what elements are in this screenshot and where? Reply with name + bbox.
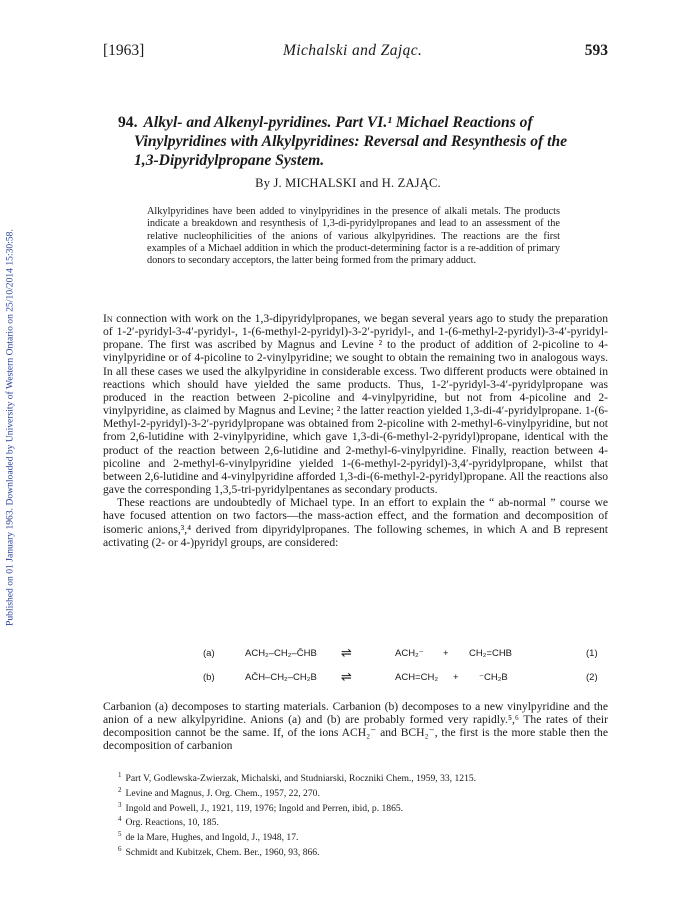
body-text (103, 312, 608, 549)
footnote: $^3$ Ingold and Powell, J., 1921, 119, 1976; Ingold and Perren, ibid, p. 1865. (118, 800, 404, 814)
footnote: $^2$ Levine and Magnus, J. Org. Chem., 1957, 22, 270. (118, 785, 320, 799)
body-text-continued (103, 700, 608, 753)
paragraph-3: Carbanion (a) decomposes to starting materials. Carbanion (b) decomposes to a new vinylpyridine and the anion of a new alkylpyridine. Anions (a) and (b) are probably formed very rapidly.⁵,⁶ The rates of their decomposition cannot be the same. If, of the ions ACH₂⁻ and BCH₂⁻, the first is the more stable then the decomposition of carbanion (103, 700, 608, 753)
abstract: Alkylpyridines have been added to vinylpyridines in the presence of alkali metals. The products indicate a breakdown and resynthesis of 1,3-di-pyridylpropanes and lead to an assessment of the relative nucleophilicities of the anions of various alkylpyridines. The reactions are the first examples of a Michael addition in which the product-determining factor is a re-addition of primary donors to secondary acceptors, the latter being formed from the primary adduct. (147, 206, 560, 267)
scheme-a-reactant: ACH₂–CH₂–C̄HB (245, 648, 317, 659)
header-authors: Michalski and Zając. (283, 42, 423, 59)
scheme-a-product-2: CH₂=CHB (469, 648, 513, 659)
scheme-b-reactant: AC̄H–CH₂–CH₂B (245, 672, 317, 683)
scheme-b-label: (b) (203, 672, 215, 683)
scheme-a-equation-number: (1) (586, 648, 598, 659)
scheme-b-equation-number: (2) (586, 672, 598, 683)
scheme-b-equilibrium-arrow: ⇌ (341, 669, 352, 684)
article-title (118, 113, 610, 170)
scheme-a-label: (a) (203, 648, 215, 659)
paragraph-2: These reactions are undoubtedly of Michael type. In an effort to explain the “ ab-normal ” course we have focused attention on two factors—the mass-action effect, and the formation and decomposition of isomeric anions,³,⁴ derived from dipyridylpropanes. The following schemes, in which A and B represent activating (2- or 4-)pyridyl groups, are considered: (103, 496, 608, 549)
footnote: $^4$ Org. Reactions, 10, 185. (118, 815, 219, 829)
footnotes (118, 770, 608, 859)
scheme-b-product-1: ACH=CH₂ (395, 672, 439, 683)
paragraph-1: In connection with work on the 1,3-dipyridylpropanes, we began several years ago to study the preparation of 1-2′-pyridyl-3-4′-pyridyl-, 1-(6-methyl-2-pyridyl)-3-2′-pyridyl-, and 1-(6-methyl-2-pyridyl)-3-4′-pyridyl-propane. The first was ascribed by Magnus and Levine ² to the product of addition of 2-picoline to 4-vinylpyridine or of 4-picoline to 2-vinylpyridine; we sought to obtain the remaining two in analogous ways. In all these cases we used the alkylpyridine in considerable excess. Two different products were obtained in reactions which should have yielded the same products. Thus, 1-2′-pyridyl-3-4′-pyridylpropane was produced in the reaction between 2-picoline and 4-vinylpyridine, but not from 4-picoline and 2-vinylpyridine, as claimed by Magnus and Levine; ² the latter reaction yielded 1,3-di-4′-pyridylpropane. 1-(6-Methyl-2-pyridyl)-3-2′-pyridylpropane was obtained from 2-picoline with 2-methyl-6-vinylpyridine, but not from 2,6-lutidine with 2-vinylpyridine, which gave 1,3-di-(6-methyl-2-pyridyl)propane, identical with the product of the reaction between 2,6-lutidine and 2-methyl-6-vinylpyridine. Finally, reaction between 4-picoline and 2-methyl-6-vinylpyridine yielded 1-(6-methyl-2-pyridyl)-3,4′-pyridylpropane, whilst that between 2,6-lutidine and 4-vinylpyridine afforded 1,3-di-(6-methyl-2-pyridyl)propane. All the reactions also gave the corresponding 1,3,5-tri-pyridylpentanes as secondary products. (103, 312, 608, 497)
article-number: 94. (118, 114, 138, 131)
title-line-2: Vinylpyridines with Alkylpyridines: Reversal and Resynthesis of the (134, 133, 568, 150)
footnote: $^6$ Schmidt and Kubitzek, Chem. Ber., 1960, 93, 866. (118, 844, 320, 859)
header-year: [1963] (103, 42, 145, 59)
scheme-a-plus: + (443, 648, 449, 659)
title-line-3: 1,3-Dipyridylpropane System. (134, 152, 325, 169)
running-header (103, 42, 608, 62)
scheme-a-equilibrium-arrow: ⇌ (341, 645, 352, 660)
title-line-1: 94. Alkyl- and Alkenyl-pyridines. Part VI.¹ Michael Reactions of (118, 114, 533, 131)
scheme-b-plus: + (453, 672, 459, 683)
footnote: $^5$ de la Mare, Hughes, and Ingold, J., 1948, 17. (118, 830, 299, 844)
page-number: 593 (584, 42, 608, 59)
byline: By J. MICHALSKI and H. ZAJĄC. (255, 176, 441, 190)
scheme-b-product-2: ⁻CH₂B (479, 672, 508, 683)
download-watermark: Published on 01 January 1963. Downloaded by University of Western Ontario on 25/10/2014 15:30:58. (4, 229, 16, 627)
footnote: $^1$ Part V, Godlewska-Zwierzak, Michalski, and Studniarski, Roczniki Chem., 1959, 33, 1215. (118, 771, 477, 785)
scheme-a-product-1: ACH₂⁻ (395, 648, 424, 659)
reaction-scheme (103, 640, 608, 690)
